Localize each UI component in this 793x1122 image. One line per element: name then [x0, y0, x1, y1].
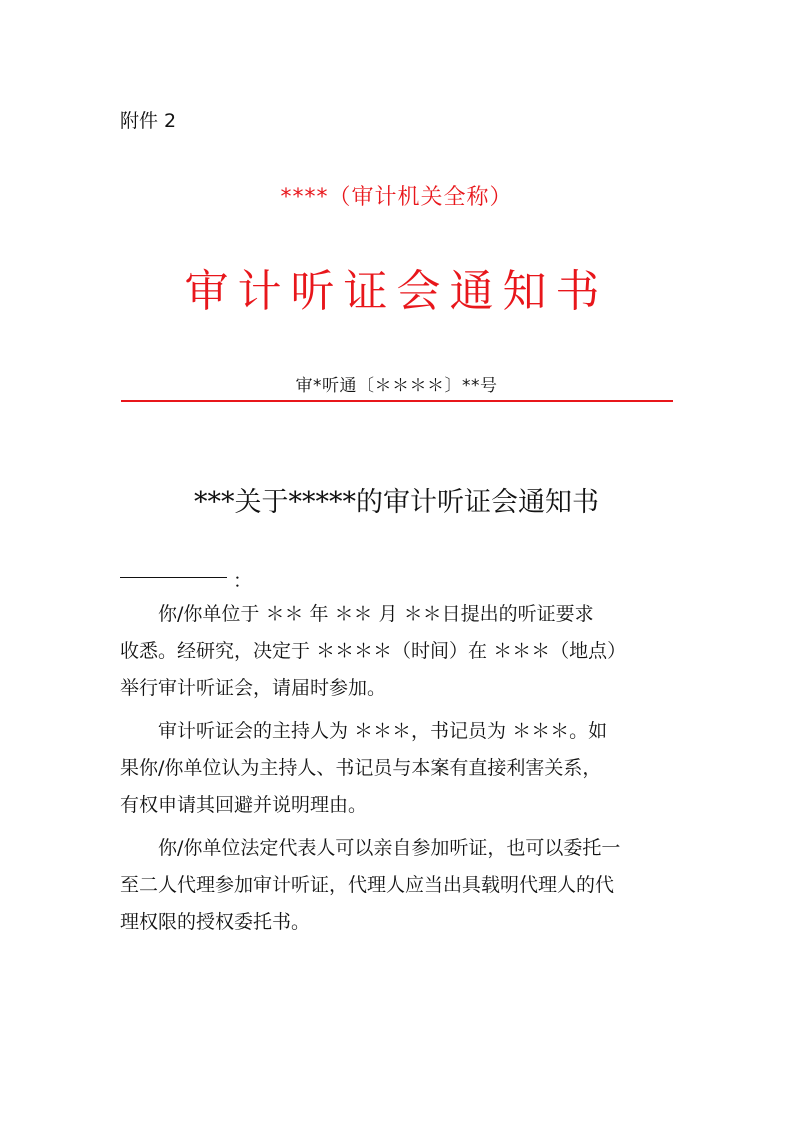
paragraph-line: 收悉。经研究，决定于 ＊＊＊＊（时间）在 ＊＊＊（地点）: [120, 640, 627, 662]
salutation-colon: ：: [233, 570, 253, 592]
salutation: [120, 566, 252, 593]
attachment-label: 附件 2: [120, 110, 177, 132]
paragraph-line: 你/你单位法定代表人可以亲自参加听证，也可以委托一: [158, 837, 621, 859]
document-number: 审*听通〔＊＊＊＊〕**号: [295, 376, 498, 396]
notice-subtitle: ***关于*****的审计听证会通知书: [194, 487, 599, 518]
paragraph-host-recorder: [120, 713, 673, 824]
red-divider: [121, 400, 673, 402]
agency-name: ****（审计机关全称）: [280, 185, 513, 210]
paragraph-line: 果你/你单位认为主持人、书记员与本案有直接利害关系，: [120, 757, 602, 779]
paragraph-line: 理权限的授权委托书。: [120, 911, 311, 933]
document-title: 审计听证会通知书: [184, 266, 609, 317]
paragraph-line: 有权申请其回避并说明理由。: [120, 794, 368, 816]
recipient-blank-line: [120, 577, 227, 578]
paragraph-line: 你/你单位于 ＊＊ 年 ＊＊ 月 ＊＊日提出的听证要求: [158, 603, 594, 625]
paragraph-line: 举行审计听证会，请届时参加。: [120, 677, 387, 699]
paragraph-line: 至二人代理参加审计听证，代理人应当出具载明代理人的代: [120, 874, 615, 896]
paragraph-line: 审计听证会的主持人为 ＊＊＊，书记员为 ＊＊＊。如: [158, 720, 608, 742]
paragraph-representation: [120, 830, 673, 941]
paragraph-hearing-time: [120, 596, 673, 707]
